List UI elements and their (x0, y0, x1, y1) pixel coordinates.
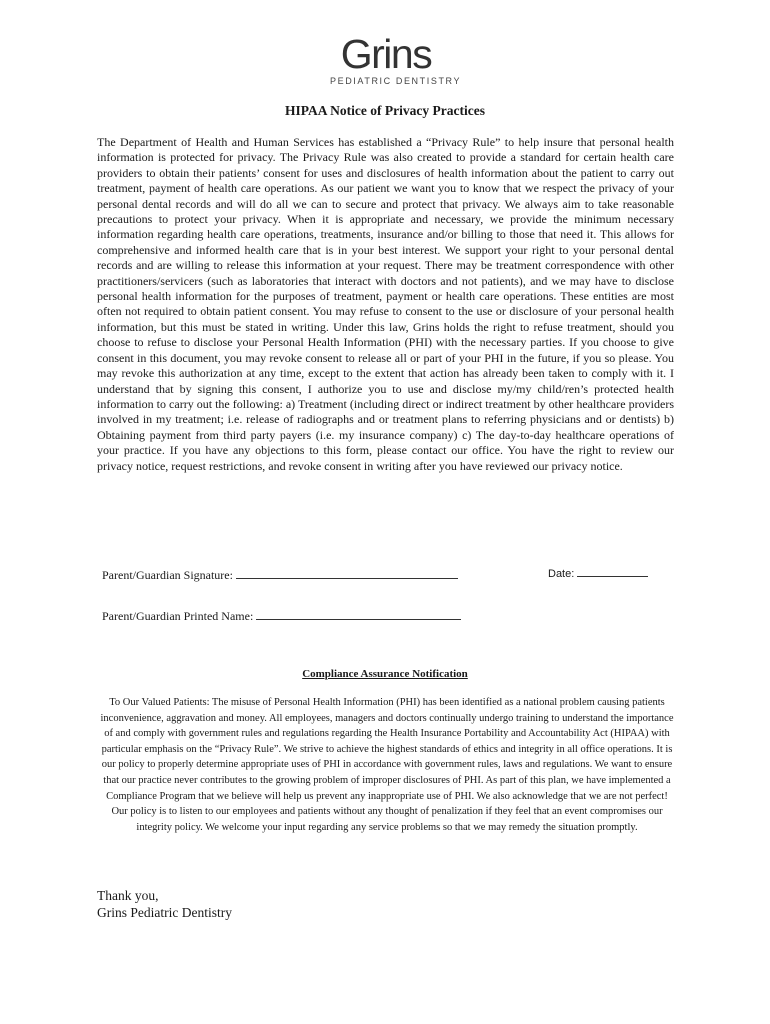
signature-line[interactable] (236, 567, 458, 579)
signature-row (102, 567, 458, 583)
date-line[interactable] (577, 565, 648, 577)
compliance-title: Compliance Assurance Notification (302, 668, 468, 680)
printed-name-line[interactable] (256, 608, 461, 620)
closing-block (97, 887, 232, 921)
closing-signoff: Grins Pediatric Dentistry (97, 905, 232, 920)
printed-name-row (102, 608, 461, 624)
document-title: HIPAA Notice of Privacy Practices (285, 103, 485, 118)
logo-tagline: PEDIATRIC DENTISTRY (330, 76, 462, 86)
compliance-text: To Our Valued Patients: The misuse of Personal Health Information (PHI) has been identified as a national problem causing patients inconvenience, aggravation and money. All employees, managers and doctors continually undergo training to understand the importance of and comply with government rules and regulations regarding the Health Insurance Portability and Accountability Act (HIPAA) with particular emphasis on the “Privacy Rule”. We strive to achieve the highest standards of ethics and integrity in all office operations. It is our policy to properly determine appropriate uses of PHI in accordance with government rules, laws and regulations. We want to ensure that our practice never contributes to the growing problem of improper disclosures of PHI. As part of this plan, we have implemented a Compliance Program that we believe will help us prevent any inappropriate use of PHI. We also acknowledge that we are not perfect! Our policy is to listen to our employees and patients without any thought of penalization if they feel that an event compromises our integrity policy. We welcome your input regarding any service problems so that we may remedy the situation promptly. (100, 697, 674, 833)
practice-logo (330, 31, 462, 90)
signature-label: Parent/Guardian Signature: (102, 568, 233, 582)
closing-thanks: Thank you, (97, 888, 159, 903)
privacy-notice-body: The Department of Health and Human Services has established a “Privacy Rule” to help insure that personal health information is protected for privacy. The Privacy Rule was also created to provide a standard for certain health care providers to obtain their patients’ consent for uses and disclosures of health information about the patient to carry out treatment, payment of health care operations. As our patient we want you to know that we respect the privacy of your personal dental records and will do all we can to secure and protect that privacy. We always aim to take reasonable precautions to protect your privacy. When it is appropriate and necessary, we provide the minimum necessary information regarding health care operations, treatments, insurance and/or billing to those that need it. This allows for comprehensive and informed health care that is in your best interest. We support your right to your personal dental records and are willing to release this information at your request. There may be treatment correspondence with other practitioners/servicers (such as laboratories that interact with doctors and not patients), and we may have to disclose personal health information for the purposes of treatment, payment or health care operations. These entities are most often not required to obtain patient consent. You may refuse to consent to the use or disclosure of your personal health information, but this must be stated in writing. Under this law, Grins holds the right to refuse treatment, should you choose to refuse to disclose your Personal Health Information (PHI) with the necessary parties. If you choose to give consent in this document, you may revoke consent to release all or part of your PHI in the future, if you so please. You may revoke this authorization at any time, except to the extent that action has already been taken to comply with it. I understand that by signing this consent, I authorize you to use and disclose my/my child/ren’s protected health information to carry out the following: a) Treatment (including direct or indirect treatment by other healthcare providers involved in my treatment; i.e. release of radiographs and or treatment plans to referring physicians and or dentists) b) Obtaining payment from third party payers (i.e. my insurance company) c) The day-to-day healthcare operations of your practice. If you have any objections to this form, please contact our office. You have the right to review our privacy notice, request restrictions, and revoke consent in writing after you have reviewed our privacy notice. (97, 135, 674, 473)
date-label: Date: (548, 568, 575, 580)
logo-wordmark: Grins (340, 31, 432, 77)
date-row (548, 565, 648, 580)
printed-name-label: Parent/Guardian Printed Name: (102, 609, 254, 623)
